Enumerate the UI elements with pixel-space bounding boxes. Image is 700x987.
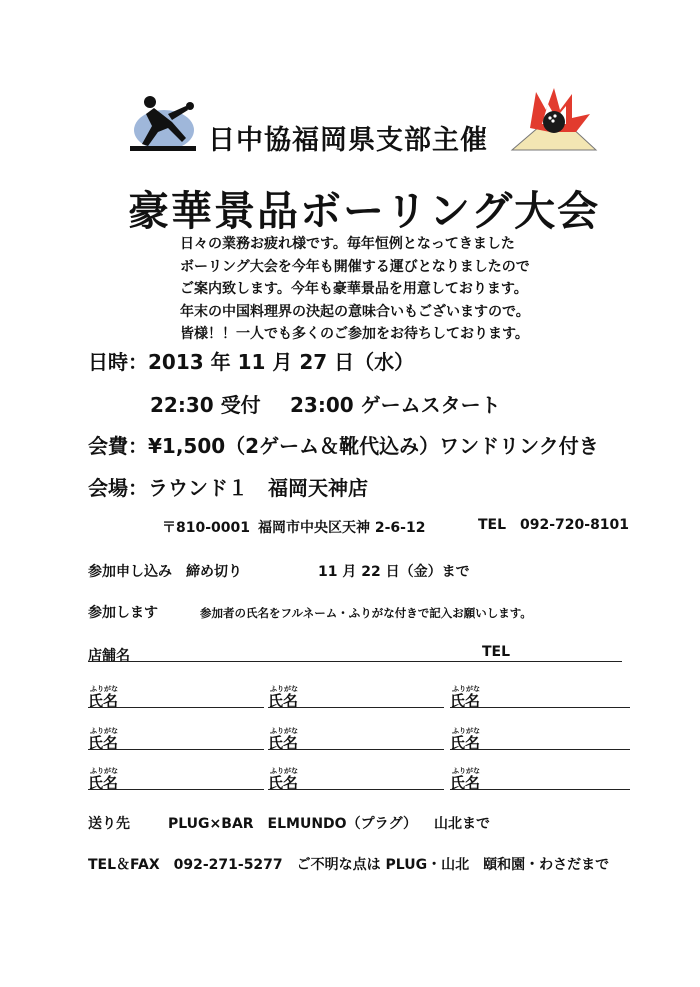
name-field[interactable] [450, 707, 630, 708]
participate-label: 参加します [88, 605, 158, 621]
venue-tel: 092-720-8101 [520, 517, 630, 533]
venue-address: 福岡市中央区天神 2-6-12 [258, 520, 426, 536]
store-name-field[interactable] [88, 661, 622, 662]
fee-row [88, 430, 599, 459]
name-field[interactable] [88, 707, 264, 708]
name-field[interactable] [88, 789, 264, 790]
bowler-icon [128, 92, 200, 154]
name-label: 氏名 [450, 774, 481, 792]
date-row [88, 346, 414, 375]
send-to-value: PLUG×BAR ELMUNDO（プラグ） [168, 816, 418, 832]
store-tel-label: TEL [482, 644, 511, 660]
event-title: 豪華景品ボーリング大会 [128, 187, 601, 235]
furigana-label: ふりがな [452, 685, 480, 693]
deadline-label: 参加申し込み 締め切り [88, 564, 242, 580]
deadline-value: 11 月 22 日（金）まで [318, 564, 470, 580]
venue-label: 会場： [88, 476, 148, 500]
bowling-pins-icon [510, 88, 598, 154]
send-to-label: 送り先 [88, 816, 130, 832]
form-instruction: 参加者の氏名をフルネーム・ふりがな付きで記入お願いします。 [200, 606, 532, 620]
furigana-label: ふりがな [452, 767, 480, 775]
organizer-heading: 日中協福岡県支部主催 [208, 125, 488, 156]
furigana-label: ふりがな [270, 767, 298, 775]
furigana-label: ふりがな [270, 727, 298, 735]
intro-paragraph [180, 233, 530, 346]
name-field[interactable] [268, 749, 444, 750]
send-to-person: 山北まで [434, 816, 490, 832]
name-label: 氏名 [88, 774, 119, 792]
date-label: 日時： [88, 350, 148, 374]
name-label: 氏名 [268, 774, 299, 792]
intro-line: ご案内致します。今年も豪華景品を用意しております。 [180, 281, 528, 297]
furigana-label: ふりがな [90, 727, 118, 735]
reception-time: 22:30 受付 [150, 393, 261, 417]
name-label: 氏名 [450, 734, 481, 752]
name-label: 氏名 [268, 692, 299, 710]
date-value: 2013 年 11 月 27 日（水） [148, 350, 415, 374]
name-field[interactable] [88, 749, 264, 750]
fee-value: ¥1,500（2ゲーム＆靴代込み）ワンドリンク付き [148, 434, 599, 458]
furigana-label: ふりがな [90, 685, 118, 693]
game-start-time: 23:00 ゲームスタート [290, 393, 501, 417]
contact-line: TEL＆FAX 092-271-5277 ご不明な点は PLUG・山北 頤和園・わさだまで [88, 857, 610, 873]
store-name-label: 店舗名 [88, 648, 130, 664]
name-label: 氏名 [88, 734, 119, 752]
postal-code: 〒810-0001 [162, 520, 250, 536]
intro-line: 年末の中国料理界の決起の意味合いもございますので。 [180, 303, 530, 320]
intro-line: ボーリング大会を今年も開催する運びとなりましたので [180, 258, 530, 275]
venue-tel-label: TEL [478, 517, 507, 533]
intro-line: 日々の業務お疲れ様です。毎年恒例となってきました [180, 236, 515, 252]
name-field[interactable] [268, 789, 444, 790]
name-label: 氏名 [268, 734, 299, 752]
name-field[interactable] [450, 749, 630, 750]
intro-line: 皆様！！一人でも多くのご参加をお待ちしております。 [180, 326, 529, 342]
venue-row [88, 472, 368, 501]
furigana-label: ふりがな [452, 727, 480, 735]
furigana-label: ふりがな [90, 767, 118, 775]
fee-label: 会費： [88, 434, 148, 458]
furigana-label: ふりがな [270, 685, 298, 693]
name-label: 氏名 [88, 692, 119, 710]
name-field[interactable] [268, 707, 444, 708]
name-label: 氏名 [450, 692, 481, 710]
venue-value: ラウンド１ 福岡天神店 [148, 476, 368, 500]
name-field[interactable] [450, 789, 630, 790]
